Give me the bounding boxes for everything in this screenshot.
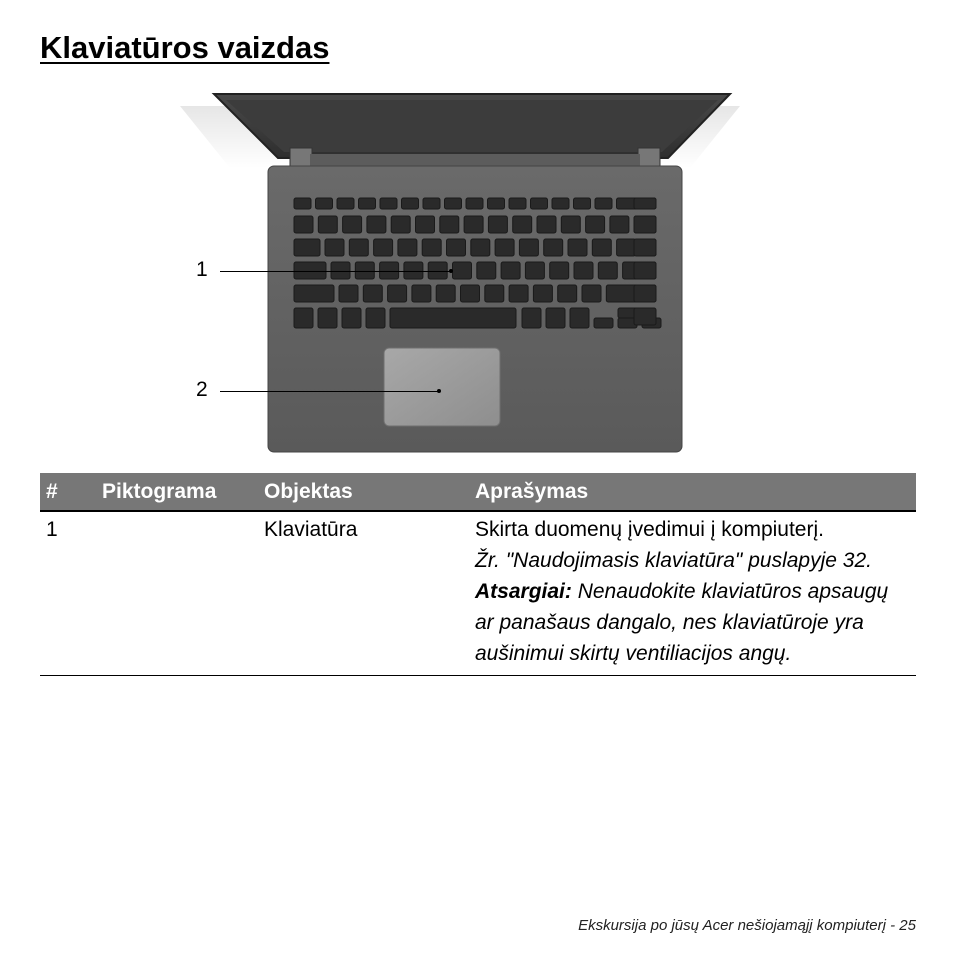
keyboard-key [294, 198, 311, 209]
keyboard-key [634, 262, 656, 279]
row-number: 1 [46, 518, 58, 541]
description-warning [475, 576, 910, 669]
callout-line-1 [220, 271, 450, 272]
keyboard-key [391, 216, 410, 233]
keyboard-key [634, 239, 656, 256]
keyboard-key [477, 262, 496, 279]
keyboard-key [367, 216, 386, 233]
callout-number-2: 2 [196, 378, 208, 401]
keyboard-key [398, 239, 417, 256]
keyboard-key [509, 198, 526, 209]
keyboard-key [422, 239, 441, 256]
keyboard-key [294, 216, 313, 233]
keyboard-key [337, 198, 354, 209]
keyboard-key [634, 216, 656, 233]
keyboard-key [466, 198, 483, 209]
keyboard-key [546, 308, 565, 328]
keyboard-key [453, 262, 472, 279]
keyboard-key [440, 216, 459, 233]
keyboard-key [594, 318, 613, 328]
keyboard-key [595, 198, 612, 209]
keyboard-key [570, 308, 589, 328]
keyboard-key [488, 198, 505, 209]
keyboard-key [552, 198, 569, 209]
keyboard-spec-table [40, 473, 916, 676]
description-main: Skirta duomenų įvedimui į kompiuterį. [475, 518, 824, 541]
keyboard-key [592, 239, 611, 256]
keyboard-key [461, 285, 480, 302]
keyboard-key [598, 262, 617, 279]
laptop-top-view-illustration [170, 88, 750, 456]
keyboard-key [568, 239, 587, 256]
keyboard-key [561, 216, 580, 233]
keyboard-key [617, 239, 636, 256]
warning-label: Atsargiai: [475, 580, 572, 603]
keyboard-key [509, 285, 528, 302]
keyboard-key [550, 262, 569, 279]
keyboard-key [294, 285, 334, 302]
callout-dot-2 [437, 389, 441, 393]
keyboard-key [537, 216, 556, 233]
keyboard-key [374, 239, 393, 256]
keyboard-key [318, 216, 337, 233]
keyboard-key [380, 198, 397, 209]
keyboard-key [412, 285, 431, 302]
keyboard-key [366, 308, 385, 328]
keyboard-key [582, 285, 601, 302]
keyboard-key [586, 216, 605, 233]
row-icon [96, 511, 258, 676]
header-description: Aprašymas [469, 473, 916, 511]
keyboard-key [574, 198, 591, 209]
keyboard-key [390, 308, 516, 328]
keyboard-key [445, 198, 462, 209]
header-object: Objektas [258, 473, 469, 511]
keyboard-key [294, 239, 320, 256]
keyboard-key [388, 285, 407, 302]
keyboard-key [447, 239, 466, 256]
keyboard-key [464, 216, 483, 233]
keyboard-key [522, 308, 541, 328]
keyboard-key [544, 239, 563, 256]
keyboard-key [558, 285, 577, 302]
keyboard-key [574, 262, 593, 279]
keyboard-key [294, 308, 313, 328]
keyboard-key [501, 262, 520, 279]
keyboard-key [325, 239, 344, 256]
keyboard-key [634, 285, 656, 302]
keyboard-key [416, 216, 435, 233]
lid-inner [226, 100, 718, 152]
keyboard-key [363, 285, 382, 302]
keyboard-key [525, 262, 544, 279]
header-icon: Piktograma [96, 473, 258, 511]
header-number: # [40, 473, 96, 511]
keyboard-key [349, 239, 368, 256]
laptop-svg [170, 88, 750, 456]
table-row [40, 511, 916, 676]
keyboard-key [436, 285, 455, 302]
keyboard-key [634, 198, 656, 209]
keyboard-key [485, 285, 504, 302]
description-reference: Žr. "Naudojimasis klaviatūra" puslapyje 32. [475, 549, 872, 572]
warning-text: Nenaudokite klaviatūros apsaugų ar panašaus dangalo, nes klaviatūroje yra aušinimui skirtų ventiliacijos angų. [475, 580, 889, 665]
callout-line-2 [220, 391, 438, 392]
keyboard-key [318, 308, 337, 328]
keyboard-key [495, 239, 514, 256]
keyboard-key [519, 239, 538, 256]
callout-dot-1 [449, 269, 453, 273]
keyboard-key [339, 285, 358, 302]
keyboard-key [488, 216, 507, 233]
table-header-row [40, 473, 916, 511]
keyboard-key [471, 239, 490, 256]
keyboard-key [316, 198, 333, 209]
keyboard-key [342, 308, 361, 328]
row-object: Klaviatūra [264, 518, 358, 541]
keyboard-key [531, 198, 548, 209]
keyboard-key [402, 198, 419, 209]
touchpad [384, 348, 500, 426]
keyboard-key [610, 216, 629, 233]
keyboard-key [343, 216, 362, 233]
keyboard-key [634, 308, 656, 325]
page-title: Klaviatūros vaizdas [40, 30, 330, 65]
keyboard-key [359, 198, 376, 209]
row-description [469, 511, 916, 676]
keyboard-key [513, 216, 532, 233]
keyboard-key [533, 285, 552, 302]
callout-number-1: 1 [196, 258, 208, 281]
keyboard-key [423, 198, 440, 209]
page-footer: Ekskursija po jūsų Acer nešiojamąjį kompiuterį - 25 [578, 917, 916, 934]
